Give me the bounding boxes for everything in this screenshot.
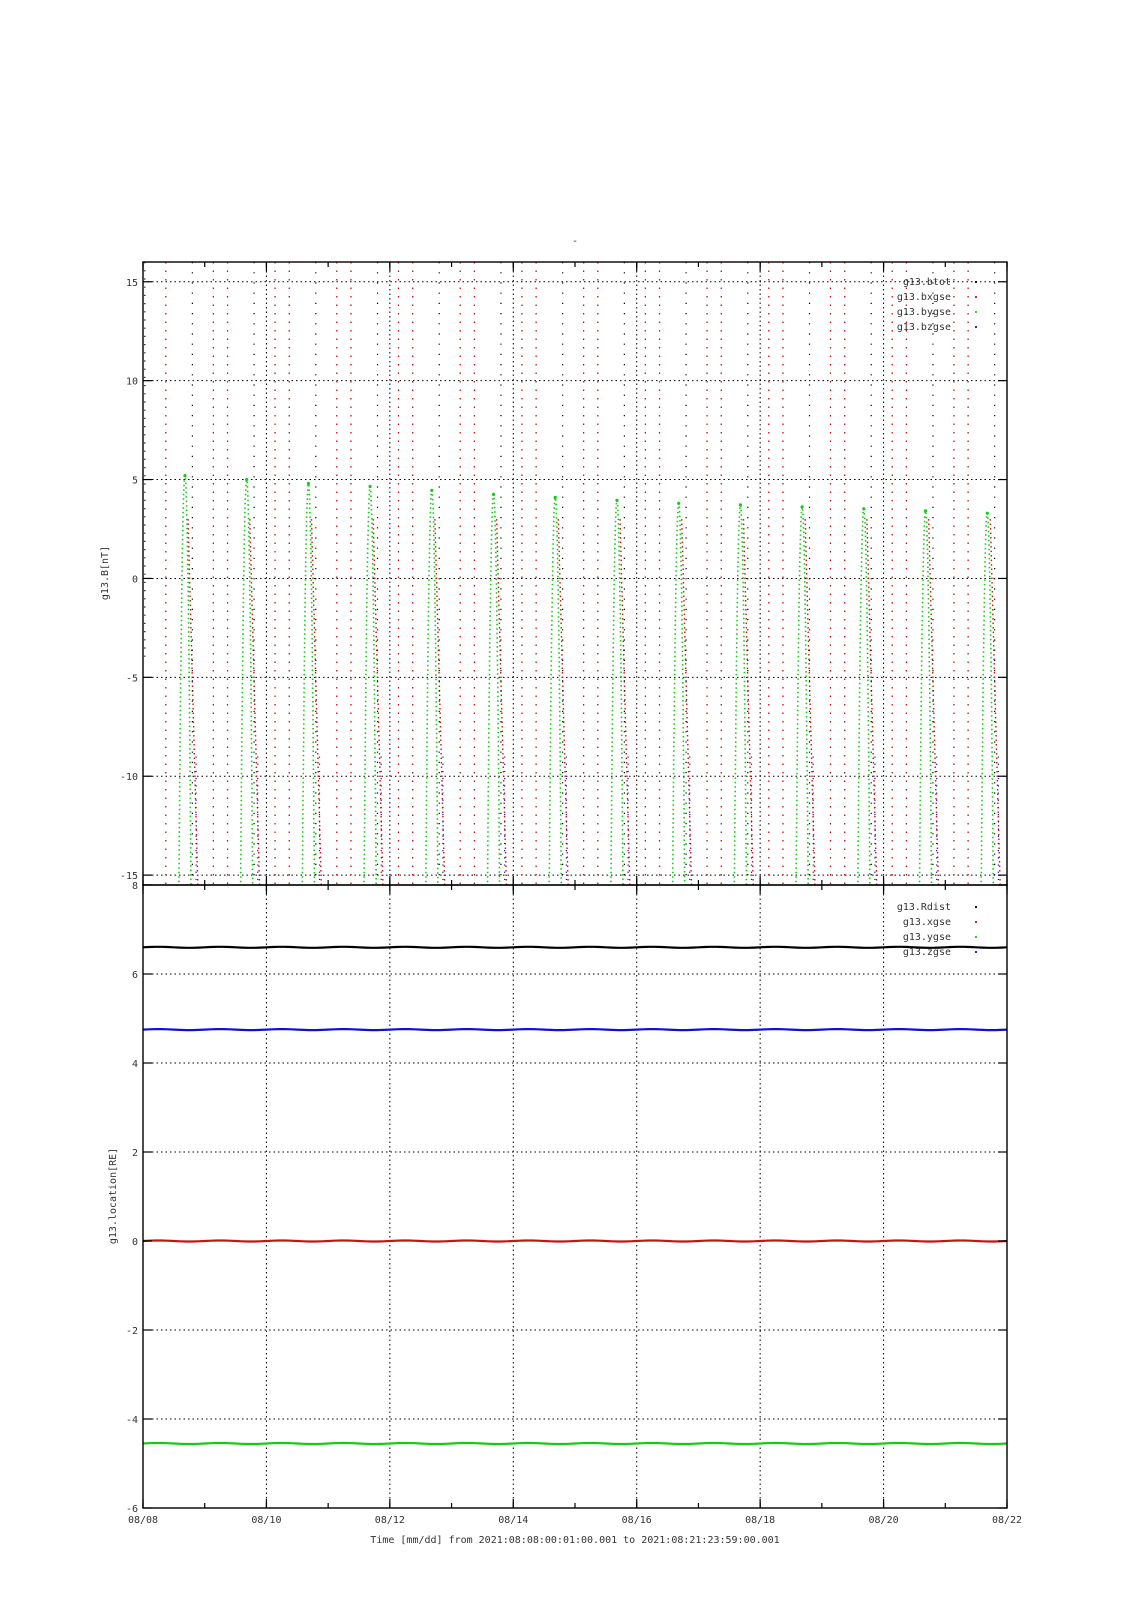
- bygse-peak-point: [677, 502, 680, 505]
- x-tick-label: 08/20: [868, 1515, 899, 1526]
- bxgse-trace: [990, 519, 1001, 934]
- y-tick-label: 5: [131, 475, 138, 487]
- magnetic-field-legend: [897, 277, 977, 333]
- bygse-peak-point: [245, 478, 248, 481]
- legend-marker: [975, 311, 977, 313]
- bxgse-trace: [435, 519, 446, 934]
- location-data: [143, 947, 1007, 1444]
- bygse-trace: [179, 476, 191, 905]
- legend-label: g13.xgse: [902, 917, 951, 928]
- legend-marker: [975, 936, 977, 938]
- legend-marker: [975, 951, 977, 953]
- legend-label: g13.Rdist: [896, 902, 951, 913]
- legend-label: g13.bxgse: [896, 292, 951, 303]
- y-tick-label: 0: [131, 574, 138, 586]
- magnetic-field-data: [145, 262, 1016, 934]
- bygse-trace: [673, 503, 685, 905]
- y-tick-label: 6: [131, 970, 138, 981]
- location-ylabel: g13.location[RE]: [108, 1147, 119, 1245]
- series-line-g13-zgse: [143, 1029, 1007, 1030]
- legend-marker: [975, 281, 977, 283]
- bygse-trace: [796, 507, 808, 905]
- location-grid: [143, 885, 1007, 1508]
- bygse-trace: [241, 480, 253, 905]
- bygse-peak-point: [801, 505, 804, 508]
- legend-marker: [975, 296, 977, 298]
- legend-label: g13.ygse: [902, 932, 951, 943]
- x-tick-label: 08/10: [251, 1515, 282, 1526]
- bygse-peak-point: [307, 482, 310, 485]
- bygse-peak-point: [183, 474, 186, 477]
- bygse-peak-point: [924, 509, 927, 512]
- y-tick-label: 15: [125, 277, 138, 289]
- y-tick-label: -5: [125, 673, 138, 685]
- location-frame: [143, 885, 1007, 1508]
- series-line-g13-ygse: [143, 1443, 1007, 1444]
- y-tick-label: -15: [119, 871, 138, 883]
- bygse-peak-point: [862, 507, 865, 510]
- y-tick-label: -2: [125, 1326, 138, 1337]
- bygse-peak-point: [739, 503, 742, 506]
- bygse-peak-point: [986, 512, 989, 515]
- x-tick-label: 08/22: [991, 1515, 1023, 1526]
- bxgse-trace: [929, 519, 940, 934]
- y-tick-label: -4: [125, 1415, 138, 1426]
- legend-marker: [975, 906, 977, 908]
- x-tick-label: 08/08: [127, 1515, 159, 1526]
- bxgse-trace: [312, 519, 323, 934]
- series-line-g13-xgse: [143, 1241, 1007, 1242]
- x-tick-label: 08/14: [498, 1515, 529, 1526]
- y-tick-label: -6: [125, 1504, 138, 1515]
- magnetic-field-panel: [100, 262, 1016, 934]
- legend-marker: [975, 921, 977, 923]
- bxgse-trace: [250, 519, 261, 934]
- bygse-peak-point: [492, 493, 495, 496]
- magnetic-field-ylabel: g13.B[nT]: [100, 545, 111, 601]
- location-legend: [897, 902, 977, 958]
- location-panel: [108, 881, 1022, 1526]
- magnetic-field-grid: [143, 262, 1007, 885]
- y-tick-label: 2: [131, 1148, 138, 1159]
- location-axes: [126, 881, 1022, 1526]
- y-tick-label: 10: [125, 376, 138, 388]
- y-tick-label: 8: [131, 881, 138, 892]
- legend-label: g13.zgse: [902, 947, 951, 958]
- magnetic-field-clip-group: [145, 262, 1016, 934]
- bxgse-trace: [867, 519, 878, 934]
- bygse-peak-point: [369, 485, 372, 488]
- time-axis-label: Time [mm/dd] from 2021:08:08:00:01:00.001 to 2021:08:21:23:59:00.001: [370, 1535, 780, 1546]
- bygse-peak-point: [430, 489, 433, 492]
- series-line-g13-Rdist: [143, 947, 1007, 948]
- bygse-peak-point: [615, 499, 618, 502]
- y-tick-label: -10: [119, 772, 138, 784]
- x-tick-label: 08/12: [374, 1515, 405, 1526]
- magnetic-field-frame: [143, 262, 1007, 885]
- bxgse-trace: [805, 519, 816, 934]
- bygse-trace: [364, 487, 376, 905]
- bxgse-trace: [558, 519, 569, 934]
- y-tick-label: 4: [131, 1059, 138, 1070]
- legend-label: g13.bygse: [896, 307, 951, 318]
- bygse-peak-point: [554, 496, 557, 499]
- y-tick-label: 0: [131, 1237, 138, 1248]
- x-tick-label: 08/18: [745, 1515, 776, 1526]
- bxgse-trace: [373, 519, 384, 934]
- legend-marker: [975, 326, 977, 328]
- bxgse-trace: [682, 519, 693, 934]
- bygse-trace: [426, 490, 438, 904]
- legend-label: g13.btot: [902, 277, 951, 288]
- magnetic-field-axes: [120, 262, 1007, 885]
- bygse-trace: [858, 509, 870, 905]
- legend-label: g13.bzgse: [896, 322, 951, 333]
- page-title: -: [571, 236, 579, 247]
- x-tick-label: 08/16: [621, 1515, 652, 1526]
- bygse-trace: [981, 513, 993, 905]
- bygse-trace: [549, 497, 561, 904]
- bxgse-trace: [497, 519, 508, 934]
